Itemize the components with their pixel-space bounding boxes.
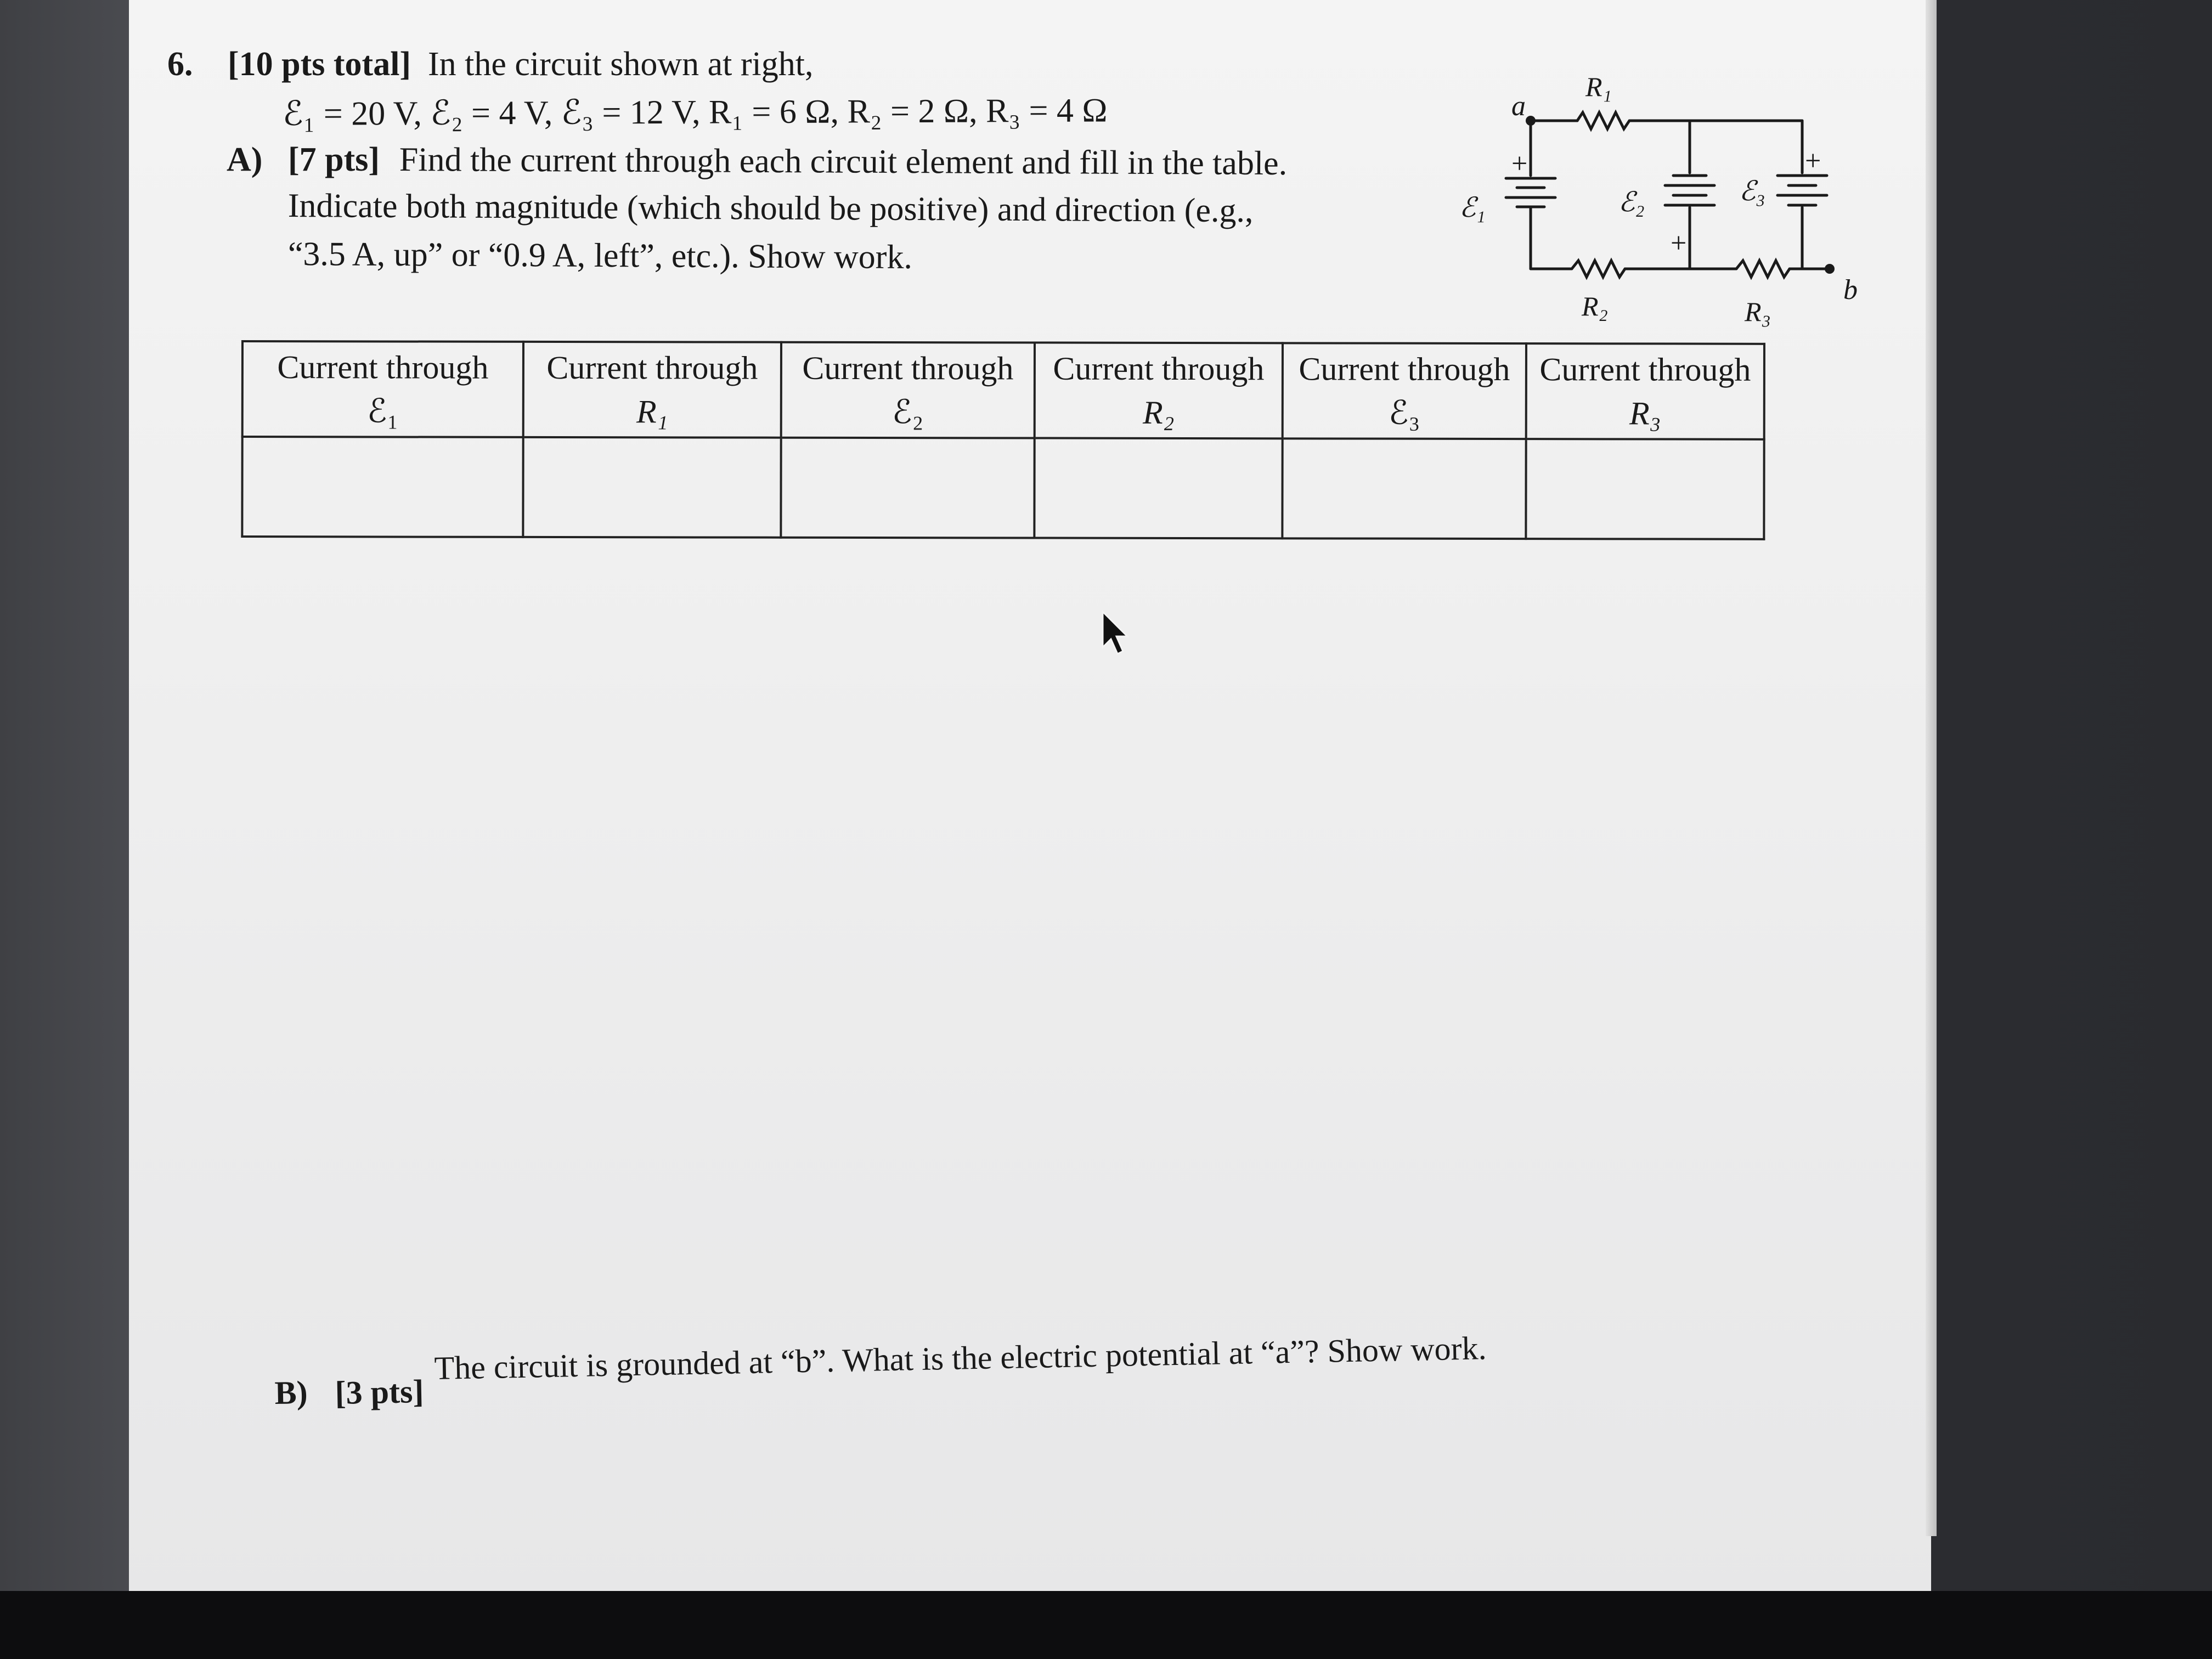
header-cell-e1 [242,341,523,437]
e2-plus-sign: + [1671,228,1687,259]
header-bottom: ℰ₂ [892,394,924,431]
node-a-label: a [1511,91,1526,122]
header-cell-r1 [523,342,781,438]
header-bottom: ℰ₁ [367,393,399,430]
node-b-dot [1825,264,1835,274]
header-top: Current through [1053,350,1265,387]
answer-cell-e1[interactable] [242,437,523,537]
part-a-instruction-line2: Indicate both magnitude (which should be positive) and direction (e.g., [287,187,1254,230]
answer-cell-r1[interactable] [523,437,781,538]
r2-label: R₂ [1582,291,1608,321]
document-page [129,0,1931,1607]
header-top: Current through [802,349,1014,387]
node-b-label: b [1843,274,1858,306]
circuit-diagram [1440,60,1890,346]
answer-cell-e2[interactable] [781,438,1034,538]
header-cell-r3 [1526,343,1764,439]
header-bottom: R₃ [1629,395,1661,432]
part-a-instruction-line3: “3.5 A, up” or “0.9 A, left”, etc.). Show work. [287,235,913,276]
part-b-points: [3 pts] [335,1373,424,1411]
r3-label: R₃ [1745,296,1771,327]
part-a-label: A) [227,141,263,178]
part-a-instruction: Find the current through each circuit element and fill in the table. [399,141,1288,183]
header-bottom: R₂ [1142,394,1175,431]
screen-bezel [0,1591,2212,1659]
header-top: Current through [546,349,758,386]
table-header-row [242,341,1764,439]
mouse-pointer-icon [1100,609,1133,658]
part-b-label: B) [274,1374,308,1411]
header-top: Current through [277,349,489,386]
page-edge-shadow [1926,0,1937,1536]
header-cell-e3 [1283,343,1526,439]
question-intro: In the circuit shown at right, [428,46,814,83]
e3-plus-sign: + [1805,145,1821,177]
header-cell-r2 [1035,343,1283,439]
question-points: [10 pts total] [228,46,411,83]
given-values: ℰ₁ = 20 V, ℰ₂ = 4 V, ℰ₃ = 12 V, R₁ = 6 Ω, R₂ = 2 Ω, R₃ = 4 Ω [283,92,1108,133]
screen-left-edge [0,0,132,1591]
part-b-question: The circuit is grounded at “b”. What is the electric potential at “a”? Show work. [434,1330,1487,1386]
e2-label: ℰ₂ [1618,187,1645,217]
header-top: Current through [1539,351,1751,388]
header-bottom: R₁ [636,393,668,430]
answer-cell-r3[interactable] [1526,439,1764,539]
header-cell-e2 [781,342,1035,438]
answer-cell-r2[interactable] [1034,438,1282,539]
e3-label: ℰ₃ [1739,176,1765,206]
question-number: 6. [167,46,193,83]
header-bottom: ℰ₃ [1389,394,1420,431]
e1-label: ℰ₁ [1459,192,1486,223]
part-a-points: [7 pts] [288,141,380,178]
answer-table [241,340,1765,540]
answer-cell-e3[interactable] [1282,438,1526,539]
node-a-dot [1526,116,1536,126]
table-answer-row [242,437,1764,539]
e1-plus-sign: + [1511,148,1528,179]
header-top: Current through [1299,351,1510,388]
r1-label: R₁ [1585,71,1612,102]
